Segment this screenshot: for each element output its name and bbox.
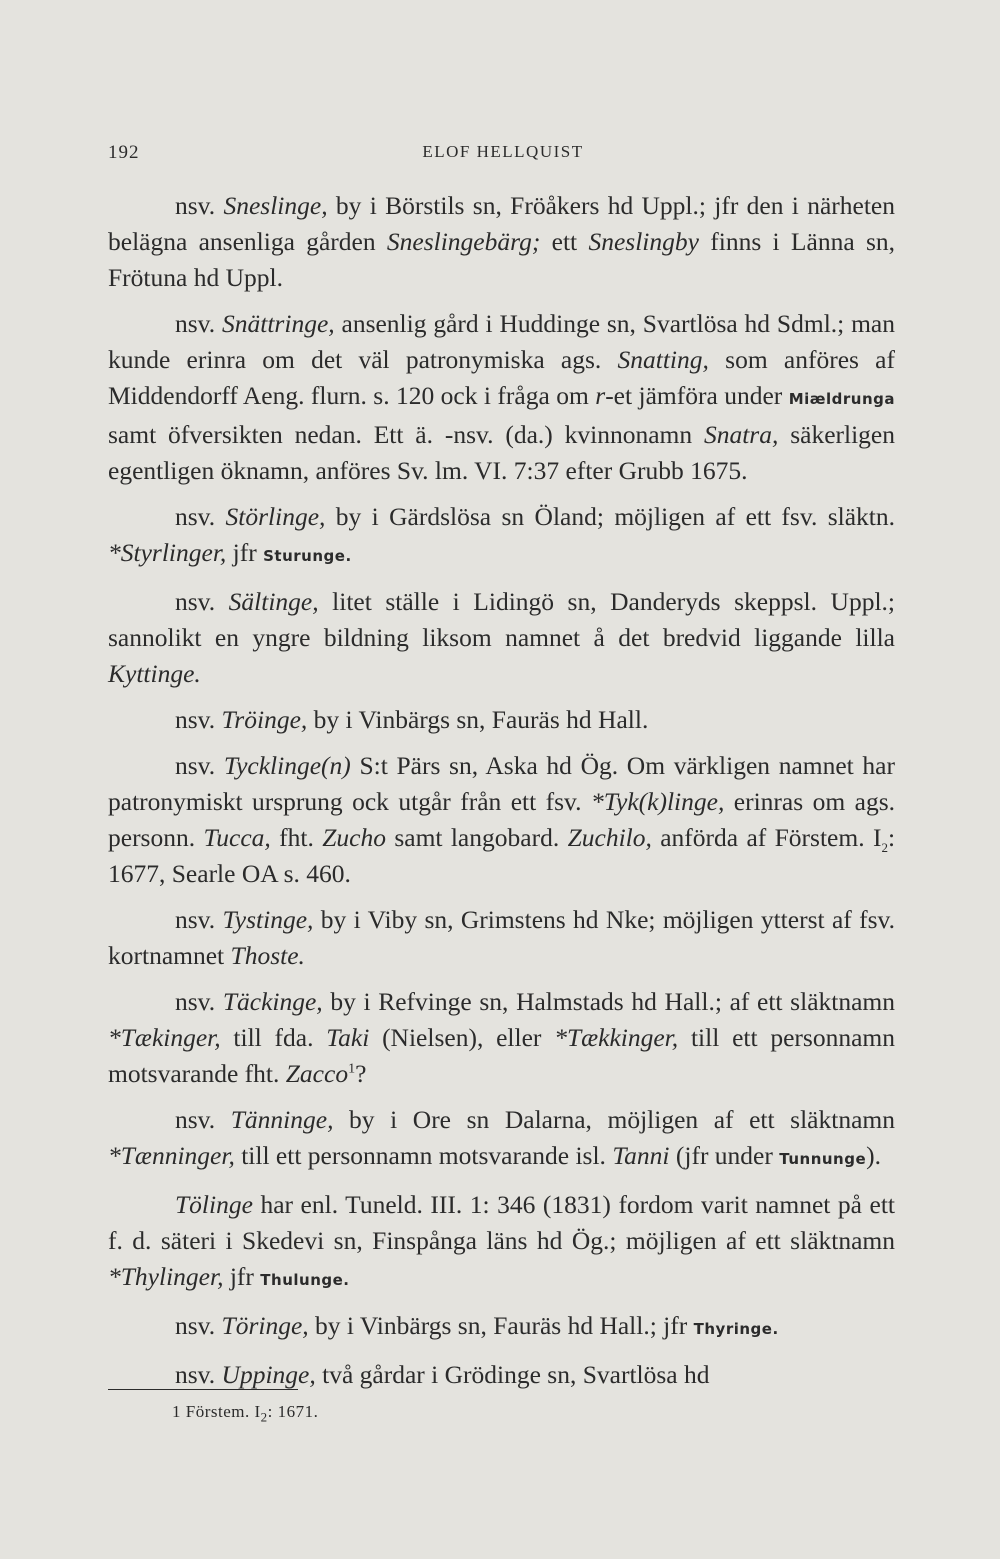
italic-term: Sneslingebärg; [386,227,541,256]
italic-term: Störlinge, [225,502,326,531]
italic-term: Tystinge, [222,905,314,934]
page-header [108,142,898,172]
cross-reference: Sturunge. [263,547,352,565]
text-run: nsv. [175,309,223,338]
running-head: ELOF HELLQUIST [422,142,584,161]
italic-term: Tänninge, [230,1105,334,1134]
dictionary-entry [108,188,895,296]
italic-term: Uppinge, [221,1360,316,1389]
text-run: nsv. [175,587,229,616]
text-run: (jfr under [669,1141,780,1170]
dictionary-entry [108,306,895,489]
text-run: by i Ore sn Dalarna, möjligen af ett släktnamn [333,1105,895,1134]
text-run: by i Refvinge sn, Halmstads hd Hall.; af ett släktnamn [322,987,895,1016]
cross-reference: Thyringe. [693,1320,779,1338]
text-run: anförda af Förstem. I [651,823,882,852]
text-run: by i Viby sn, Grimstens hd Nke; möjligen ytterst af fsv. kortnamnet [108,905,895,970]
dictionary-entry [108,984,895,1092]
text-run: (Nielsen), eller [369,1023,555,1052]
text-run: 1 Förstem. I [172,1402,261,1421]
italic-term: Sältinge, [228,587,319,616]
footnote-marker: 1 [348,1061,356,1077]
cross-reference: Thulunge. [260,1271,350,1289]
cross-reference: Miældrunga [788,390,895,408]
text-run: jfr [226,538,264,567]
dictionary-entry [108,1102,895,1177]
italic-term: Sneslingby [588,227,699,256]
text-run: fht. [270,823,323,852]
dictionary-entry [108,499,895,574]
page-body [108,188,895,1393]
dictionary-entry [108,902,895,974]
dictionary-entry [108,1308,895,1347]
italic-term: Taki [326,1023,370,1052]
italic-term: Thoste. [230,941,305,970]
text-run: ? [355,1059,367,1088]
text-run: nsv. [175,1360,222,1389]
text-run: jfr [223,1262,261,1291]
italic-term: Tanni [612,1141,670,1170]
text-run: finns i Länna sn, Frötuna hd Uppl. [108,227,895,292]
italic-term: r [595,381,606,410]
italic-term: Tröinge, [221,705,308,734]
italic-term: Tycklinge(n) [223,751,351,780]
text-run: har enl. Tuneld. III. 1: 346 (1831) fordom varit namnet på ett f. d. säteri i Skedevi sn, Finspånga läns hd Ög.; möjligen af ett släktnamn [108,1190,895,1255]
text-run: ett [540,227,589,256]
text-run: nsv. [175,502,226,531]
footnote-rule [108,1389,298,1390]
italic-term: Snatra, [703,420,779,449]
text-run: -et jämföra under [605,381,789,410]
italic-term: *Styrlinger, [108,538,227,567]
italic-term: *Tækkinger, [554,1023,679,1052]
italic-term: Snatting, [617,345,709,374]
text-run: nsv. [175,705,222,734]
text-run: erinras om ags. personn. [108,787,895,852]
subscript: 2 [881,840,888,856]
footnote [172,1402,319,1425]
text-run: by i Vinbärgs sn, Fauräs hd Hall.; jfr [308,1311,694,1340]
text-run: nsv. [175,1311,222,1340]
italic-term: Kyttinge. [108,659,201,688]
subscript: 2 [260,1409,268,1425]
cross-reference: Tunnunge [779,1150,867,1168]
dictionary-entry [108,1357,895,1393]
italic-term: Sneslinge, [223,191,328,220]
text-run: två gårdar i Grödinge sn, Svartlösa hd [315,1360,710,1389]
italic-term: Zacco [285,1059,349,1088]
text-run: S:t Pärs sn, Aska hd Ög. Om värkligen namnet har patronymiskt ursprung ock utgår från ett fsv. [108,751,895,816]
text-run: nsv. [175,987,223,1016]
italic-term: Täckinge, [222,987,323,1016]
dictionary-entry [108,702,895,738]
text-run: nsv. [175,751,224,780]
italic-term: Tucca, [203,823,271,852]
text-run: nsv. [175,1105,231,1134]
text-run: säkerligen egentligen öknamn, anföres Sv. lm. VI. 7:37 efter Grubb 1675. [108,420,896,485]
italic-term: Snättringe, [222,309,335,338]
dictionary-entry [108,1187,895,1298]
dictionary-entry [108,748,895,892]
italic-term: *Thylinger, [108,1262,224,1291]
text-run: till ett personnamn motsvarande fht. [108,1023,895,1088]
text-run: ). [866,1141,882,1170]
page-number: 192 [108,142,140,163]
dictionary-entry [108,584,895,692]
italic-term: Töringe, [221,1311,309,1340]
text-run: by i Gärdslösa sn Öland; möjligen af ett fsv. släktn. [325,502,895,531]
text-run: samt langobard. [385,823,568,852]
text-run: nsv. [175,191,224,220]
italic-term: *Tyk(k)linge, [590,787,725,816]
italic-term: *Tækinger, [108,1023,221,1052]
text-run: till ett personnamn motsvarande isl. [234,1141,613,1170]
text-run: litet ställe i Lidingö sn, Danderyds skeppsl. Uppl.; sannolikt en yngre bildning liksom namnet å det bredvid liggande lilla [108,587,895,652]
italic-term: Tölinge [175,1190,253,1219]
text-run: som anföres af Middendorff Aeng. flurn. s. 120 ock i fråga om [108,345,895,410]
text-run: nsv. [175,905,223,934]
text-run: samt öfversikten nedan. Ett ä. -nsv. (da.) kvinnonamn [108,420,704,449]
text-run: till fda. [220,1023,327,1052]
italic-term: Zucho [322,823,386,852]
italic-term: Zuchilo, [567,823,652,852]
text-run: by i Börstils sn, Fröåkers hd Uppl.; jfr den i närheten belägna ansenliga gården [108,191,895,256]
text-run: : 1671. [267,1402,319,1421]
text-run: by i Vinbärgs sn, Fauräs hd Hall. [307,705,649,734]
text-run: ansenlig gård i Huddinge sn, Svartlösa hd Sdml.; man kunde erinra om det väl patronymiska ags. [108,309,895,374]
italic-term: *Tænninger, [108,1141,235,1170]
text-run: : 1677, Searle OA s. 460. [108,823,896,888]
